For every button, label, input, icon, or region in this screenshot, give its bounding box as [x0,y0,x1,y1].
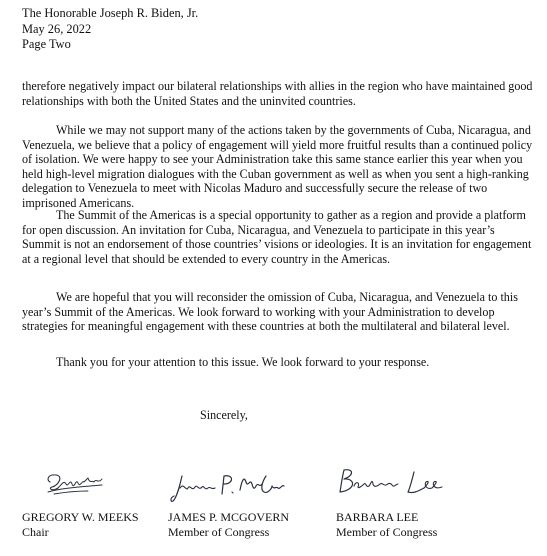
signer-name: GREGORY W. MEEKS [22,510,139,524]
page-number: Page Two [22,37,71,51]
body-paragraph-3: The Summit of the Americas is a special opportunity to gather as a region and provide a platform for open discussion. An invitation for Cuba, Nicaragua, and Venezuela to participate in this year’s Summit is not an endorsement of those countries’ visions or ideologies. It is an invitation for engagement at a regional level that should be extended to every country in the Americas. [22,208,532,266]
signature-meeks-mark [44,470,106,500]
letter-date: May 26, 2022 [22,21,92,36]
signature-meeks [44,470,106,500]
signer-name: BARBARA LEE [336,510,419,524]
signer-lee [336,510,437,540]
signature-lee [336,466,448,500]
signer-title: Chair [22,525,49,539]
signature-mcgovern [168,472,286,506]
signature-lee-mark [336,466,448,500]
body-paragraph-1: therefore negatively impact our bilateral relationships with allies in the region who have maintained good relationships with both the United States and the uninvited countries. [22,79,533,108]
signer-mcgovern [168,510,289,540]
recipient-line: The Honorable Joseph R. Biden, Jr. [22,6,199,20]
body-paragraph-4: We are hopeful that you will reconsider the omission of Cuba, Nicaragua, and Venezuela to this year’s Summit of the Americas. We look forward to working with your Administration to develop strategies for meaningful engagement with these countries at both the multilateral and bilateral level. [22,290,518,334]
body-paragraph-2: While we may not support many of the actions taken by the governments of Cuba, Nicaragua, and Venezuela, we believe that a policy of engagement will yield more fruitful results than a continued policy of isolation. We were happy to see your Administration take this same stance earlier this year when you held high-level migration dialogues with the Cuban government as well as when you sent a high-ranking delegation to Venezuela to meet with Nicolas Maduro and successfully secure the release of two imprisoned Americans. [22,123,533,210]
signer-meeks [22,510,139,540]
signature-mcgovern-mark [168,472,286,506]
signer-name: JAMES P. MCGOVERN [168,510,290,524]
body-paragraph-5: Thank you for your attention to this issue. We look forward to your response. [56,355,430,369]
signer-title: Member of Congress [168,525,270,539]
closing-salutation: Sincerely, [200,408,248,422]
letter-header [22,6,198,53]
signer-title: Member of Congress [336,525,438,539]
